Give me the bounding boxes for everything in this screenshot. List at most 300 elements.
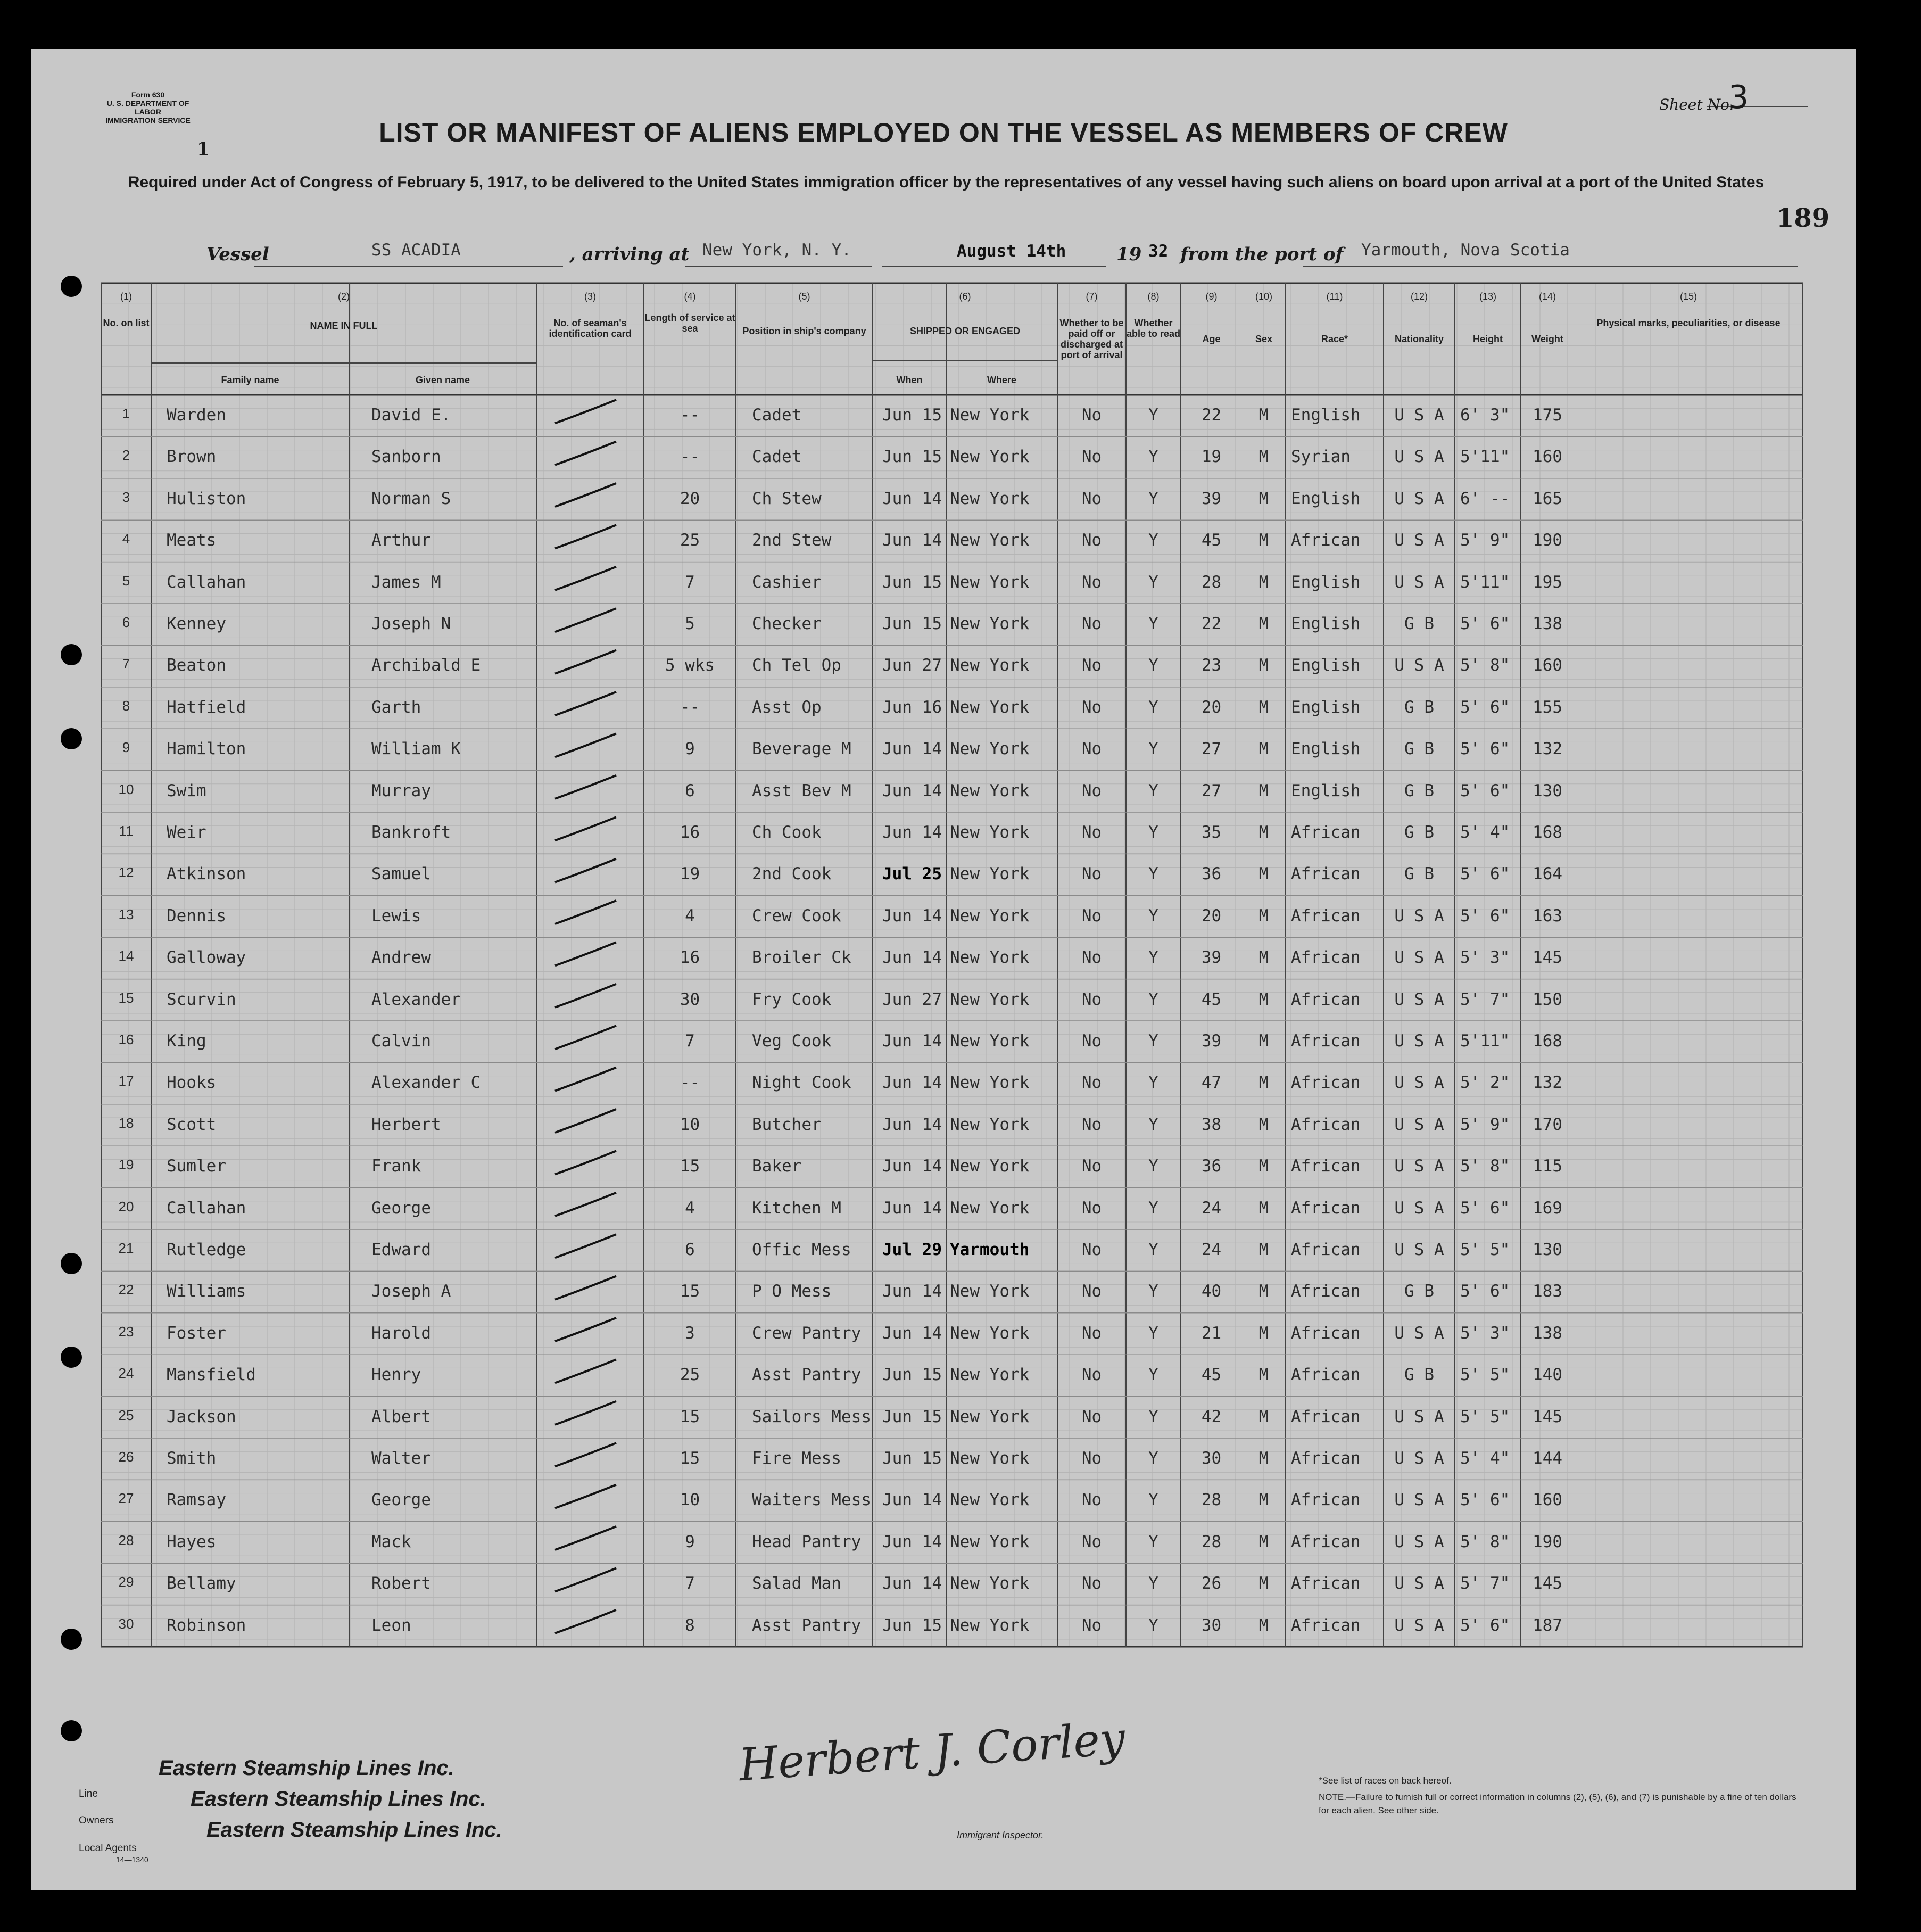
cell-length: 10 xyxy=(680,1490,700,1510)
cell-paid: No xyxy=(1081,906,1102,926)
cell-paid: No xyxy=(1081,1615,1102,1635)
cell-height: 5' 4" xyxy=(1460,823,1510,842)
cell-age: 28 xyxy=(1201,572,1222,592)
cell-height: 5' 3" xyxy=(1460,1323,1510,1343)
column-number: (1) xyxy=(120,291,132,302)
cell-family: Beaton xyxy=(167,656,226,675)
checkmark-stroke xyxy=(555,942,616,965)
cell-family: Dennis xyxy=(167,906,226,926)
cell-race: African xyxy=(1291,1323,1361,1343)
cell-sex: M xyxy=(1258,1073,1269,1093)
checkmark-stroke xyxy=(555,442,616,465)
cell-sex: M xyxy=(1258,1323,1269,1343)
line-label: Line xyxy=(79,1788,98,1799)
cell-given: David E. xyxy=(371,406,451,425)
cell-when: Jun 14 xyxy=(882,1574,942,1594)
column-header-length-service: Length of service at sea xyxy=(644,312,735,334)
cell-family: Bellamy xyxy=(167,1574,236,1594)
cell-read: Y xyxy=(1148,948,1158,968)
cell-position: Asst Pantry xyxy=(752,1365,862,1385)
binder-hole xyxy=(61,728,82,749)
cell-race: African xyxy=(1291,1449,1361,1468)
cell-where: New York xyxy=(950,614,1030,633)
cell-where: New York xyxy=(950,1407,1030,1426)
cell-no: 20 xyxy=(118,1198,134,1215)
cell-height: 5' 6" xyxy=(1460,1282,1510,1301)
cell-nat: U S A xyxy=(1394,572,1444,592)
cell-sex: M xyxy=(1258,572,1269,592)
cell-length: 7 xyxy=(685,1574,695,1594)
cell-read: Y xyxy=(1148,614,1158,633)
cell-given: Alexander C xyxy=(371,1073,481,1093)
cell-paid: No xyxy=(1081,1574,1102,1594)
cell-position: Cashier xyxy=(752,572,822,592)
cell-sex: M xyxy=(1258,1365,1269,1385)
cell-when: Jun 14 xyxy=(882,489,942,508)
cell-length: 5 wks xyxy=(665,656,715,675)
cell-when: Jun 15 xyxy=(882,1407,942,1426)
cell-family: Foster xyxy=(167,1323,226,1343)
from-port-label: from the port of xyxy=(1180,244,1344,265)
cell-weight: 175 xyxy=(1533,406,1562,425)
cell-position: Head Pantry xyxy=(752,1532,862,1551)
cell-family: Callahan xyxy=(167,1198,246,1218)
column-header-name-in-full: NAME IN FULL xyxy=(310,320,378,331)
cell-given: George xyxy=(371,1198,431,1218)
cell-sex: M xyxy=(1258,989,1269,1009)
checkmark-stroke xyxy=(555,1276,616,1300)
cell-weight: 183 xyxy=(1533,1282,1562,1301)
cell-when: Jun 15 xyxy=(882,572,942,592)
cell-weight: 160 xyxy=(1533,447,1562,467)
cell-where: New York xyxy=(950,1073,1030,1093)
cell-race: African xyxy=(1291,1282,1361,1301)
cell-read: Y xyxy=(1148,1323,1158,1343)
cell-weight: 190 xyxy=(1533,531,1562,550)
cell-sex: M xyxy=(1258,1240,1269,1259)
cell-race: English xyxy=(1291,489,1361,508)
cell-weight: 155 xyxy=(1533,697,1562,717)
cell-read: Y xyxy=(1148,823,1158,842)
cell-where: New York xyxy=(950,572,1030,592)
cell-no: 30 xyxy=(118,1615,134,1632)
cell-height: 5' 6" xyxy=(1460,781,1510,800)
cell-sex: M xyxy=(1258,1490,1269,1510)
cell-nat: G B xyxy=(1404,823,1434,842)
checkmark-stroke xyxy=(555,1610,616,1633)
cell-where: New York xyxy=(950,739,1030,759)
cell-nat: G B xyxy=(1404,614,1434,633)
cell-position: Waiters Mess xyxy=(752,1490,871,1510)
cell-nat: U S A xyxy=(1394,531,1444,550)
cell-position: 2nd Stew xyxy=(752,531,832,550)
cell-read: Y xyxy=(1148,1114,1158,1134)
column-number: (12) xyxy=(1410,291,1428,302)
cell-height: 5' 9" xyxy=(1460,531,1510,550)
column-number: (9) xyxy=(1205,291,1218,302)
cell-when: Jun 15 xyxy=(882,1615,942,1635)
cell-no: 10 xyxy=(118,781,134,797)
column-header-given-name: Given name xyxy=(415,375,470,385)
checkmark-stroke xyxy=(555,1193,616,1216)
cell-read: Y xyxy=(1148,864,1158,884)
column-number: (11) xyxy=(1326,291,1343,302)
cell-age: 26 xyxy=(1201,1574,1222,1594)
cell-family: Hooks xyxy=(167,1073,217,1093)
cell-nat: U S A xyxy=(1394,1198,1444,1218)
cell-age: 35 xyxy=(1201,823,1222,842)
cell-when: Jul 29 xyxy=(882,1240,942,1259)
cell-nat: U S A xyxy=(1394,447,1444,467)
cell-length: 25 xyxy=(680,531,700,550)
cell-weight: 145 xyxy=(1533,1574,1562,1594)
cell-nat: G B xyxy=(1404,864,1434,884)
cell-when: Jun 14 xyxy=(882,1323,942,1343)
cell-sex: M xyxy=(1258,447,1269,467)
cell-race: African xyxy=(1291,1031,1361,1051)
column-number: (13) xyxy=(1479,291,1496,302)
cell-family: Kenney xyxy=(167,614,226,633)
cell-length: 16 xyxy=(680,948,700,968)
checkmark-stroke xyxy=(555,650,616,674)
cell-length: -- xyxy=(680,406,700,425)
binder-hole xyxy=(61,276,82,297)
column-header-family-name: Family name xyxy=(221,375,279,385)
inspector-signature: Herbert J. Corley xyxy=(737,1712,1127,1791)
cell-family: Scurvin xyxy=(167,989,236,1009)
cell-weight: 163 xyxy=(1533,906,1562,926)
cell-weight: 145 xyxy=(1533,948,1562,968)
cell-length: 3 xyxy=(685,1323,695,1343)
cell-race: African xyxy=(1291,1574,1361,1594)
cell-sex: M xyxy=(1258,906,1269,926)
cell-position: Sailors Mess xyxy=(752,1407,871,1426)
cell-where: New York xyxy=(950,1282,1030,1301)
binder-hole xyxy=(61,1629,82,1650)
cell-race: African xyxy=(1291,1198,1361,1218)
cell-read: Y xyxy=(1148,489,1158,508)
cell-nat: U S A xyxy=(1394,1407,1444,1426)
column-number: (10) xyxy=(1255,291,1272,302)
cell-race: African xyxy=(1291,1490,1361,1510)
cell-position: P O Mess xyxy=(752,1282,832,1301)
cell-family: Huliston xyxy=(167,489,246,508)
column-number: (4) xyxy=(684,291,696,302)
cell-when: Jun 14 xyxy=(882,1198,942,1218)
cell-when: Jun 14 xyxy=(882,1114,942,1134)
cell-when: Jun 14 xyxy=(882,906,942,926)
cell-no: 4 xyxy=(122,531,130,547)
cell-given: Calvin xyxy=(371,1031,431,1051)
cell-nat: U S A xyxy=(1394,1615,1444,1635)
cell-sex: M xyxy=(1258,1449,1269,1468)
cell-weight: 130 xyxy=(1533,781,1562,800)
checkmark-stroke xyxy=(555,567,616,590)
cell-height: 5' 8" xyxy=(1460,1157,1510,1176)
cell-family: Galloway xyxy=(167,948,246,968)
cell-race: African xyxy=(1291,864,1361,884)
cell-no: 5 xyxy=(122,572,130,589)
cell-read: Y xyxy=(1148,989,1158,1009)
cell-position: Fry Cook xyxy=(752,989,832,1009)
cell-read: Y xyxy=(1148,572,1158,592)
cell-weight: 190 xyxy=(1533,1532,1562,1551)
column-header-shipped: SHIPPED OR ENGAGED xyxy=(909,326,1021,336)
cell-weight: 138 xyxy=(1533,1323,1562,1343)
cell-race: English xyxy=(1291,614,1361,633)
cell-read: Y xyxy=(1148,1407,1158,1426)
cell-given: Norman S xyxy=(371,489,451,508)
checkmark-stroke xyxy=(555,817,616,840)
checkmark-stroke xyxy=(555,984,616,1008)
owners-stamp: Eastern Steamship Lines Inc. xyxy=(191,1787,486,1811)
vessel-name: SS ACADIA xyxy=(371,241,461,260)
cell-when: Jun 27 xyxy=(882,989,942,1009)
cell-weight: 150 xyxy=(1533,989,1562,1009)
cell-weight: 140 xyxy=(1533,1365,1562,1385)
cell-when: Jun 14 xyxy=(882,1490,942,1510)
cell-where: New York xyxy=(950,1365,1030,1385)
cell-nat: U S A xyxy=(1394,1490,1444,1510)
cell-read: Y xyxy=(1148,781,1158,800)
column-number: (8) xyxy=(1147,291,1160,302)
cell-paid: No xyxy=(1081,1407,1102,1426)
column-header-weight: Weight xyxy=(1531,334,1563,344)
cell-age: 20 xyxy=(1201,906,1222,926)
cell-given: Albert xyxy=(371,1407,431,1426)
cell-race: English xyxy=(1291,739,1361,759)
cell-where: New York xyxy=(950,489,1030,508)
cell-nat: U S A xyxy=(1394,1532,1444,1551)
checkmark-stroke xyxy=(555,901,616,924)
cell-sex: M xyxy=(1258,614,1269,633)
cell-given: James M xyxy=(371,572,441,592)
cell-height: 5' 6" xyxy=(1460,697,1510,717)
cell-height: 5' 2" xyxy=(1460,1073,1510,1093)
cell-family: Brown xyxy=(167,447,217,467)
cell-paid: No xyxy=(1081,489,1102,508)
cell-family: Callahan xyxy=(167,572,246,592)
cell-nat: U S A xyxy=(1394,406,1444,425)
cell-length: 9 xyxy=(685,1532,695,1551)
cell-no: 22 xyxy=(118,1282,134,1298)
cell-nat: U S A xyxy=(1394,1240,1444,1259)
cell-family: Meats xyxy=(167,531,217,550)
cell-length: 5 xyxy=(685,614,695,633)
cell-position: Veg Cook xyxy=(752,1031,832,1051)
cell-nat: G B xyxy=(1404,1365,1434,1385)
cell-given: Lewis xyxy=(371,906,421,926)
cell-sex: M xyxy=(1258,1114,1269,1134)
cell-age: 23 xyxy=(1201,656,1222,675)
cell-given: Joseph A xyxy=(371,1282,451,1301)
cell-paid: No xyxy=(1081,1490,1102,1510)
cell-position: Ch Stew xyxy=(752,489,822,508)
vessel-label: Vessel xyxy=(206,244,269,265)
cell-given: Murray xyxy=(371,781,431,800)
cell-no: 26 xyxy=(118,1449,134,1465)
checkmark-stroke xyxy=(555,733,616,757)
cell-no: 11 xyxy=(119,823,134,839)
local-agents-label: Local Agents xyxy=(79,1843,137,1854)
cell-sex: M xyxy=(1258,781,1269,800)
cell-position: Asst Bev M xyxy=(752,781,851,800)
cell-nat: U S A xyxy=(1394,1157,1444,1176)
cell-nat: U S A xyxy=(1394,1114,1444,1134)
cell-position: Beverage M xyxy=(752,739,851,759)
cell-age: 30 xyxy=(1201,1449,1222,1468)
cell-sex: M xyxy=(1258,739,1269,759)
sheet-label: Sheet No. xyxy=(1659,96,1734,113)
cell-sex: M xyxy=(1258,1574,1269,1594)
cell-height: 5' 4" xyxy=(1460,1449,1510,1468)
cell-race: African xyxy=(1291,1365,1361,1385)
checkmark-stroke xyxy=(555,1443,616,1466)
cell-no: 25 xyxy=(118,1407,134,1423)
cell-where: New York xyxy=(950,1157,1030,1176)
column-header-paid-off: Whether to be paid off or discharged at port of arrival xyxy=(1059,318,1124,360)
cell-read: Y xyxy=(1148,1574,1158,1594)
cell-given: Joseph N xyxy=(371,614,451,633)
binder-hole xyxy=(61,644,82,665)
cell-paid: No xyxy=(1081,781,1102,800)
cell-age: 28 xyxy=(1201,1490,1222,1510)
checkmark-stroke xyxy=(555,1234,616,1258)
cell-height: 5'11" xyxy=(1460,1031,1510,1051)
cell-read: Y xyxy=(1148,1240,1158,1259)
cell-where: New York xyxy=(950,906,1030,926)
arrival-port: New York, N. Y. xyxy=(702,241,851,260)
cell-length: 6 xyxy=(685,781,695,800)
cell-read: Y xyxy=(1148,531,1158,550)
cell-when: Jun 15 xyxy=(882,447,942,467)
cell-weight: 144 xyxy=(1533,1449,1562,1468)
cell-family: Hamilton xyxy=(167,739,246,759)
cell-race: Syrian xyxy=(1291,447,1351,467)
checkmark-stroke xyxy=(555,775,616,799)
checkmark-stroke xyxy=(555,692,616,715)
column-header-sex: Sex xyxy=(1255,334,1273,344)
cell-family: Mansfield xyxy=(167,1365,256,1385)
cell-read: Y xyxy=(1148,1198,1158,1218)
cell-no: 7 xyxy=(122,656,130,672)
cell-when: Jun 15 xyxy=(882,614,942,633)
cell-race: African xyxy=(1291,1532,1361,1551)
cell-height: 5' 6" xyxy=(1460,614,1510,633)
cell-weight: 165 xyxy=(1533,489,1562,508)
cell-weight: 130 xyxy=(1533,1240,1562,1259)
cell-family: Jackson xyxy=(167,1407,236,1426)
cell-age: 40 xyxy=(1201,1282,1222,1301)
cell-when: Jun 15 xyxy=(882,406,942,425)
checkmark-stroke xyxy=(555,1318,616,1341)
cell-read: Y xyxy=(1148,656,1158,675)
cell-given: Andrew xyxy=(371,948,431,968)
cell-when: Jun 14 xyxy=(882,1073,942,1093)
cell-length: -- xyxy=(680,447,700,467)
cell-race: African xyxy=(1291,1240,1361,1259)
cell-family: Scott xyxy=(167,1114,217,1134)
cell-family: King xyxy=(167,1031,206,1051)
cell-race: African xyxy=(1291,1407,1361,1426)
agents-stamp: Eastern Steamship Lines Inc. xyxy=(206,1818,502,1842)
column-header-physical: Physical marks, peculiarities, or disease xyxy=(1596,318,1781,328)
cell-when: Jun 14 xyxy=(882,948,942,968)
cell-when: Jun 15 xyxy=(882,1365,942,1385)
cell-nat: U S A xyxy=(1394,656,1444,675)
cell-paid: No xyxy=(1081,739,1102,759)
inspector-label: Immigrant Inspector. xyxy=(957,1830,1044,1840)
cell-where: New York xyxy=(950,948,1030,968)
cell-race: African xyxy=(1291,1114,1361,1134)
cell-age: 22 xyxy=(1201,614,1222,633)
cell-when: Jun 14 xyxy=(882,1031,942,1051)
year-prefix: 19 xyxy=(1116,244,1142,265)
cell-where: New York xyxy=(950,1490,1030,1510)
cell-height: 5' 5" xyxy=(1460,1240,1510,1259)
cell-paid: No xyxy=(1081,1365,1102,1385)
cell-weight: 187 xyxy=(1533,1615,1562,1635)
cell-position: Kitchen M xyxy=(752,1198,841,1218)
cell-position: Cadet xyxy=(752,447,802,467)
cell-position: Asst Pantry xyxy=(752,1615,862,1635)
cell-length: 8 xyxy=(685,1615,695,1635)
cell-given: George xyxy=(371,1490,431,1510)
cell-length: -- xyxy=(680,1073,700,1093)
cell-nat: G B xyxy=(1404,1282,1434,1301)
page-mark: 1 xyxy=(197,138,210,160)
department-name: U. S. DEPARTMENT OF LABOR xyxy=(106,99,189,116)
cell-read: Y xyxy=(1148,1031,1158,1051)
cell-race: English xyxy=(1291,406,1361,425)
cell-paid: No xyxy=(1081,697,1102,717)
cell-no: 6 xyxy=(122,614,130,630)
cell-paid: No xyxy=(1081,614,1102,633)
cell-length: 9 xyxy=(685,739,695,759)
cell-height: 6' 3" xyxy=(1460,406,1510,425)
cell-family: Hatfield xyxy=(167,697,246,717)
cell-nat: G B xyxy=(1404,781,1434,800)
cell-given: Archibald E xyxy=(371,656,481,675)
cell-nat: U S A xyxy=(1394,1574,1444,1594)
cell-given: Robert xyxy=(371,1574,431,1594)
manifest-sheet xyxy=(31,49,1856,1890)
cell-age: 39 xyxy=(1201,489,1222,508)
cell-read: Y xyxy=(1148,1532,1158,1551)
cell-age: 27 xyxy=(1201,781,1222,800)
cell-read: Y xyxy=(1148,906,1158,926)
cell-when: Jun 14 xyxy=(882,1282,942,1301)
cell-age: 28 xyxy=(1201,1532,1222,1551)
cell-given: Sanborn xyxy=(371,447,441,467)
cell-race: African xyxy=(1291,1157,1361,1176)
cell-race: English xyxy=(1291,781,1361,800)
penalty-note: NOTE.—Failure to furnish full or correct information in columns (2), (5), (6), and (7) is punishable by a fine of ten dollars for each alien. See other side. xyxy=(1319,1792,1796,1815)
cell-race: English xyxy=(1291,572,1361,592)
column-header-no-on-list: No. on list xyxy=(103,318,150,328)
cell-height: 6' -- xyxy=(1460,489,1510,508)
cell-paid: No xyxy=(1081,1198,1102,1218)
checkmark-stroke xyxy=(555,483,616,507)
cell-paid: No xyxy=(1081,406,1102,425)
arrival-date: August 14th xyxy=(957,242,1066,261)
agents-code: 14—1340 xyxy=(116,1855,148,1864)
cell-length: 30 xyxy=(680,989,700,1009)
cell-paid: No xyxy=(1081,864,1102,884)
cell-weight: 160 xyxy=(1533,1490,1562,1510)
cell-sex: M xyxy=(1258,1407,1269,1426)
cell-where: New York xyxy=(950,1323,1030,1343)
